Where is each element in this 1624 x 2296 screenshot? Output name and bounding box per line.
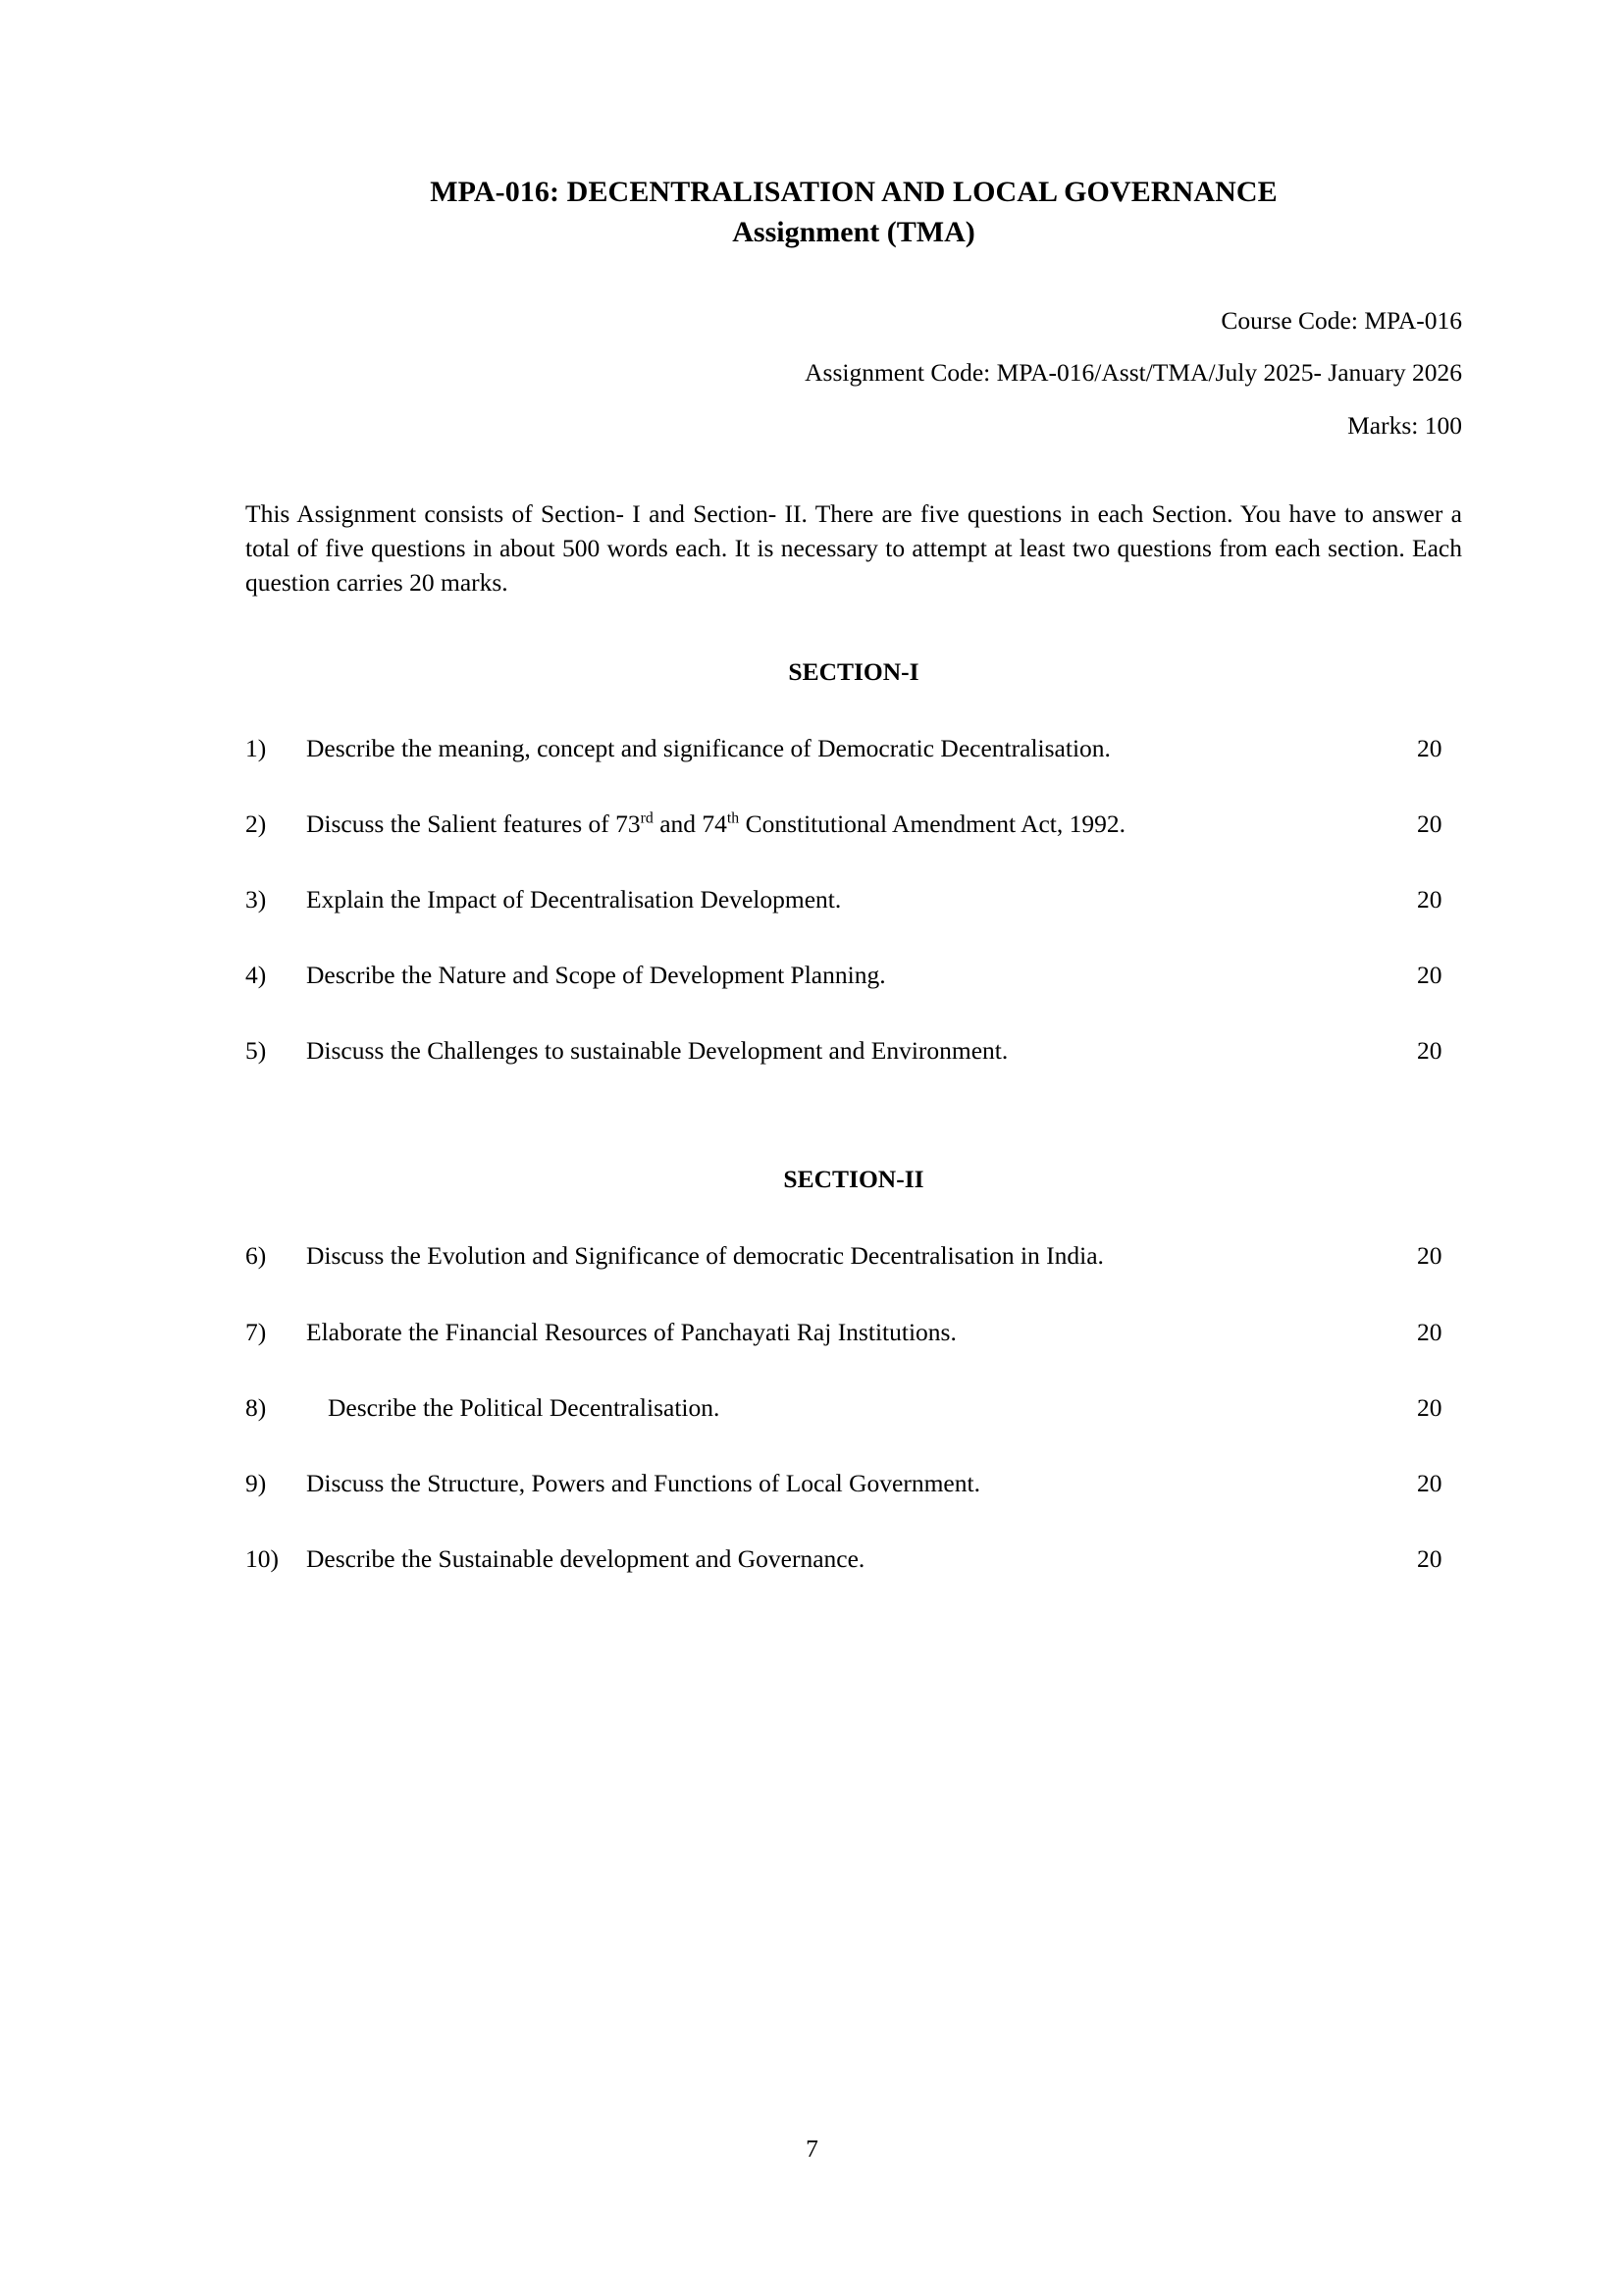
section-heading-1: SECTION-I	[788, 656, 919, 686]
question-text: Describe the Sustainable development and Governance.	[306, 1543, 865, 1573]
page-subtitle: Assignment (TMA)	[732, 215, 975, 248]
question-item	[245, 1542, 1462, 1575]
question-marks: 20	[1417, 1036, 1442, 1066]
question-marks: 20	[1417, 1241, 1442, 1271]
question-text-part: Constitutional Amendment Act, 1992.	[739, 809, 1126, 838]
question-marks: 20	[1417, 1468, 1442, 1497]
question-number: 9)	[245, 1468, 267, 1497]
question-marks: 20	[1417, 809, 1442, 838]
ordinal-suffix-74: th	[726, 809, 740, 827]
question-number: 1)	[245, 733, 267, 762]
question-text: Discuss the Evolution and Significance of democratic Decentralisation in India.	[306, 1241, 1104, 1271]
section-spacer	[245, 1110, 1462, 1165]
question-item	[245, 808, 1462, 840]
question-text	[306, 808, 1417, 840]
question-text-part: and 74	[653, 809, 727, 838]
question-item	[245, 883, 1462, 915]
question-marks: 20	[1417, 733, 1442, 762]
assignment-code: Assignment Code: MPA-016/Asst/TMA/July 2025- January 2026	[805, 358, 1462, 388]
page-number: 7	[806, 2134, 818, 2163]
question-marks: 20	[1417, 884, 1442, 913]
question-text: Elaborate the Financial Resources of Panchayati Raj Institutions.	[306, 1317, 957, 1346]
question-text: Describe the Political Decentralisation.	[328, 1392, 720, 1422]
question-text: Discuss the Challenges to sustainable Development and Environment.	[306, 1036, 1009, 1066]
question-item	[245, 1316, 1462, 1348]
question-text: Discuss the Structure, Powers and Functions of Local Government.	[306, 1468, 980, 1497]
question-marks: 20	[1417, 961, 1442, 990]
ordinal-suffix-73: rd	[640, 809, 654, 827]
page-content	[245, 0, 1462, 1618]
question-item	[245, 1391, 1462, 1424]
page-title: MPA-016: DECENTRALISATION AND LOCAL GOVERNANCE	[430, 176, 1278, 208]
question-marks: 20	[1417, 1543, 1442, 1573]
total-marks: Marks: 100	[1347, 410, 1462, 440]
question-list-section-1	[245, 732, 1462, 1068]
question-marks: 20	[1417, 1392, 1442, 1422]
question-text: Describe the meaning, concept and significance of Democratic Decentralisation.	[306, 733, 1111, 762]
question-list-section-2	[245, 1239, 1462, 1575]
instructions-paragraph: This Assignment consists of Section- I and Section- II. There are five questions in each Section. You have to answer a total of five questions in about 500 words each. It is necessary to attempt at least two questions from each section. Each question carries 20 marks.	[245, 499, 1462, 598]
question-number: 6)	[245, 1241, 267, 1271]
question-text: Describe the Nature and Scope of Development Planning.	[306, 961, 886, 990]
question-text-part: Discuss the Salient features of 73	[306, 809, 641, 838]
question-item	[245, 732, 1462, 764]
question-number: 5)	[245, 1036, 267, 1066]
question-number: 4)	[245, 961, 267, 990]
assignment-meta-block	[245, 305, 1462, 440]
question-number: 7)	[245, 1317, 267, 1346]
question-text: Explain the Impact of Decentralisation Development.	[306, 884, 842, 913]
section-heading-2: SECTION-II	[783, 1165, 924, 1194]
question-item	[245, 1034, 1462, 1067]
question-item	[245, 1467, 1462, 1499]
course-code: Course Code: MPA-016	[1221, 305, 1462, 335]
question-number: 10)	[245, 1543, 279, 1573]
question-number: 8)	[245, 1392, 267, 1422]
question-marks: 20	[1417, 1317, 1442, 1346]
question-item	[245, 1239, 1462, 1272]
question-number: 2)	[245, 809, 267, 838]
question-number: 3)	[245, 884, 267, 913]
question-item	[245, 959, 1462, 991]
